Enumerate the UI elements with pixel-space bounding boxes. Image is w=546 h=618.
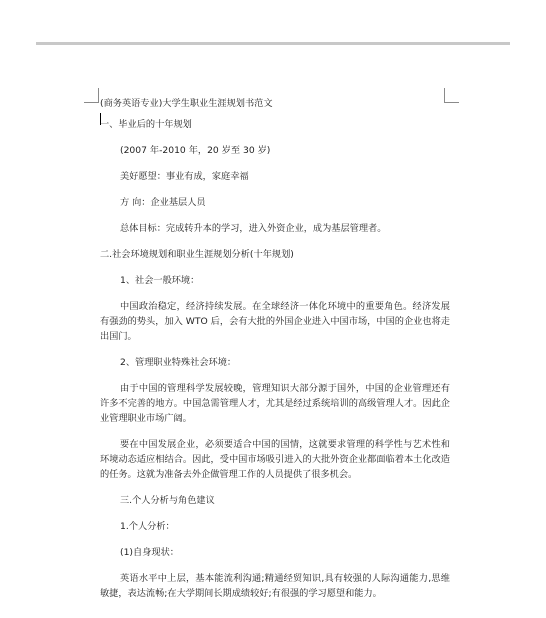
section-2-heading: 二.社会环境规划和职业生涯规划分析(十年规划) [100,249,294,260]
document-title: (商务英语专业)大学生职业生涯规划书范文 [100,98,273,109]
section-2-paragraph-3: 要在中国发展企业，必须要适合中国的国情，这就要求管理的科学性与艺术性和环境动态适应相结合。因此，受中国市场吸引进入的大批外资企业都面临着本土化改造的任务。这就为准备去外企做管理工作的人员提供了很多机会。 [100,439,450,480]
section-1-heading: 一、毕业后的十年规划 [100,119,192,130]
crop-mark-top-left-icon [84,88,99,103]
section-3-heading: 三.个人分析与角色建议 [120,495,215,506]
section-2-paragraph-2: 由于中国的管理科学发展较晚，管理知识大部分源于国外，中国的企业管理还有许多不完善的地方。中国急需管理人才，尤其是经过系统培训的高级管理人才。因此企业管理职业市场广阔。 [100,383,450,424]
section-2-sub1: 1、社会一般环境： [120,275,200,286]
top-ruler-line [36,42,510,45]
section-3-sub1a: (1)自身现状： [120,547,179,558]
section-2-paragraph-1: 中国政治稳定，经济持续发展。在全球经济一体化环境中的重要角色。经济发展有强劲的势头，加入 WTO 后，会有大批的外国企业进入中国市场，中国的企业也将走出国门。 [100,301,450,342]
section-1-period: (2007 年-2010 年，20 岁至 30 岁) [120,145,271,156]
section-1-direction: 方 向：企业基层人员 [120,197,206,208]
document-body[interactable] [100,96,450,601]
section-2-sub2: 2、管理职业特殊社会环境： [120,357,237,368]
section-3-paragraph-1: 英语水平中上层，基本能流利沟通;精通经贸知识,具有较强的人际沟通能力,思维敏捷，表达流畅;在大学期间长期成绩较好;有很强的学习愿望和能力。 [100,573,450,599]
section-1-goal: 总体目标：完成转升本的学习，进入外资企业，成为基层管理者。 [120,223,387,234]
section-1-wish: 美好愿望：事业有成，家庭幸福 [120,171,249,182]
section-3-sub1: 1.个人分析： [120,521,175,532]
